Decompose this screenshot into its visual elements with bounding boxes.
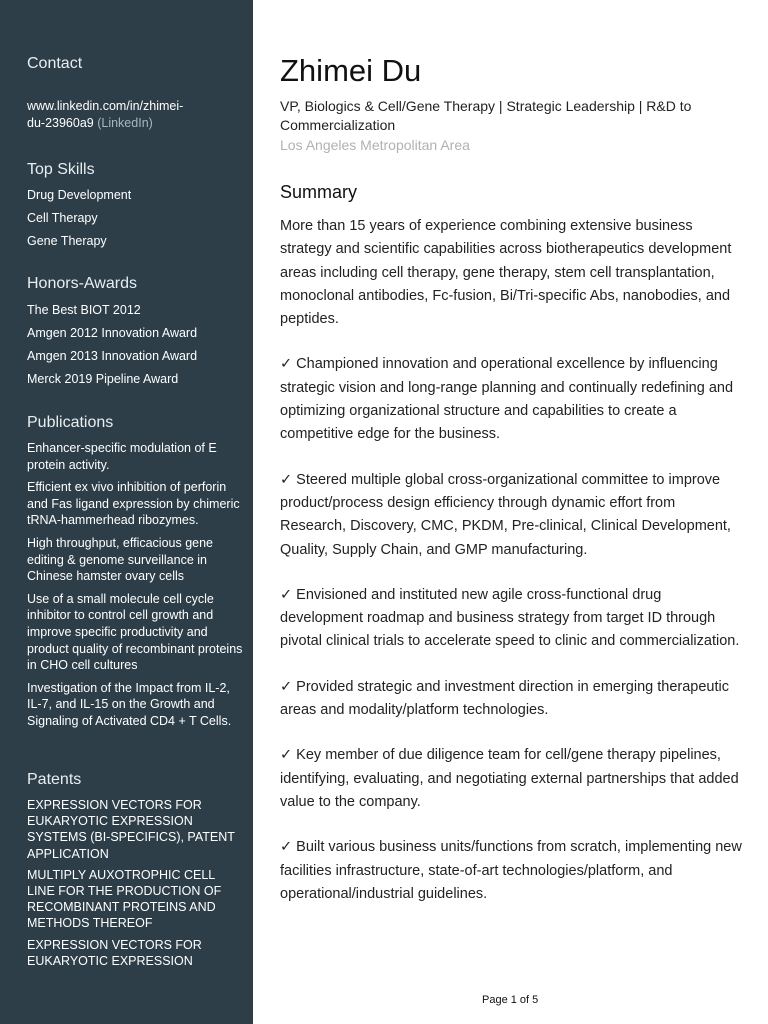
summary-heading: Summary [280, 182, 358, 202]
skill-item: Cell Therapy [27, 211, 98, 225]
linkedin-label: (LinkedIn) [97, 116, 153, 130]
summary-paragraph: More than 15 years of experience combining extensive business strategy and scientific capabilities across biotherapeutics development areas including cell therapy, gene therapy, stem cell transplantation, monoclonal antibodies, Fc-fusion, Bi/Tri-specific Abs, nanobodies, and peptides. [280, 218, 732, 328]
publications-heading: Publications [27, 414, 114, 431]
summary-paragraph: ✓ Championed innovation and operational excellence by influencing strategic vision and long-range planning and continually redefining and optimizing organizational structure and capabilities to create a competitive edge for the business. [280, 356, 734, 443]
skills-section [27, 161, 243, 179]
skills-heading: Top Skills [27, 161, 95, 178]
skill-item: Gene Therapy [27, 234, 107, 248]
honor-item: Amgen 2012 Innovation Award [27, 326, 198, 340]
honor-item: Merck 2019 Pipeline Award [27, 372, 179, 386]
honor-item: The Best BIOT 2012 [27, 303, 141, 317]
profile-name: Zhimei Du [280, 53, 422, 88]
contact-heading: Contact [27, 55, 83, 72]
summary-paragraph: ✓ Key member of due diligence team for cell/gene therapy pipelines, identifying, evaluating, and negotiating external partnerships that added value to the company. [280, 747, 739, 810]
patent-item: EXPRESSION VECTORS FOR EUKARYOTIC EXPRESSION SYSTEMS (BI-SPECIFICS), PATENT APPLICATION [27, 798, 235, 861]
honor-item: Amgen 2013 Innovation Award [27, 349, 198, 363]
linkedin-url-line1: www.linkedin.com/in/zhimei- [27, 99, 184, 113]
page-number: Page 1 of 5 [482, 994, 539, 1006]
summary-paragraph: ✓ Envisioned and instituted new agile cross-functional drug development roadmap and business strategy from target ID through pivotal clinical trials to accelerate speed to clinic and commercialization. [280, 586, 740, 650]
honors-section [27, 275, 243, 293]
patents-heading: Patents [27, 771, 82, 788]
profile-location: Los Angeles Metropolitan Area [280, 137, 470, 153]
patent-item: EXPRESSION VECTORS FOR EUKARYOTIC EXPRESSION [27, 937, 202, 968]
publications-section [27, 414, 243, 432]
honors-list [27, 299, 243, 391]
linkedin-link[interactable] [27, 98, 243, 132]
publications-list [27, 440, 245, 736]
patents-list [27, 797, 239, 974]
summary-paragraph: ✓ Built various business units/functions from scratch, implementing new facilities infrastructure, state-of-art technologies/platform, and operational/industrial guidelines. [280, 839, 742, 902]
summary-paragraph: ✓ Steered multiple global cross-organizational committee to improve product/process design efficiency through dynamic effort from Research, Discovery, CMC, PKDM, Pre-clinical, Clinical Development, Quality, Supply Chain, and GMP manufacturing. [280, 471, 731, 558]
publication-item: Efficient ex vivo inhibition of perforin and Fas ligand expression by chimeric tRNA-hammerhead ribozymes. [27, 480, 240, 528]
patents-section [27, 771, 243, 789]
publication-item: Enhancer-specific modulation of E protein activity. [27, 441, 217, 472]
patent-item: MULTIPLY AUXOTROPHIC CELL LINE FOR THE PRODUCTION OF RECOMBINANT PROTEINS AND METHODS THEREOF [27, 867, 222, 931]
publication-item: Use of a small molecule cell cycle inhibitor to control cell growth and improve specific productivity and product quality of recombinant proteins in CHO cell cultures [27, 591, 243, 673]
skills-list [27, 184, 243, 253]
skill-item: Drug Development [27, 188, 132, 202]
contact-section [27, 55, 243, 73]
publication-item: Investigation of the Impact from IL-2, IL-7, and IL-15 on the Growth and Signaling of Activated CD4 + T Cells. [27, 680, 232, 728]
summary-paragraph: ✓ Provided strategic and investment direction in emerging therapeutic areas and modality/platform technologies. [280, 678, 729, 719]
profile-headline: VP, Biologics & Cell/Gene Therapy | Strategic Leadership | R&D to Commercialization [280, 98, 692, 133]
publication-item: High throughput, efficacious gene editing & genome surveillance in Chinese hamster ovary cells [27, 535, 214, 584]
sidebar [0, 0, 253, 1024]
linkedin-url-line2: du-23960a9 [27, 116, 94, 130]
honors-heading: Honors-Awards [27, 275, 137, 292]
summary-body [280, 215, 742, 928]
